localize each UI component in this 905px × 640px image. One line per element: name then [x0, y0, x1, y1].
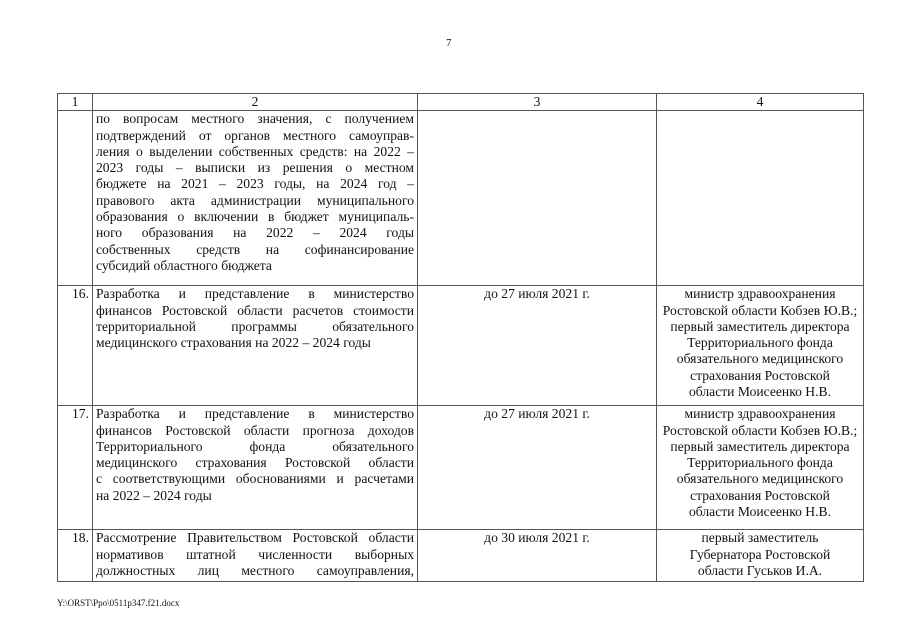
responsible-line: министр здравоохранения [684, 286, 836, 302]
schedule-table [57, 93, 864, 582]
responsible-line: страхования Ростовской [690, 487, 830, 503]
table-row [58, 111, 864, 286]
responsible-persons [657, 111, 864, 286]
row-number: 17. [58, 406, 93, 530]
row-number: 16. [58, 286, 93, 406]
responsible-persons [657, 530, 864, 582]
responsible-line: Ростовской области Кобзев Ю.В.; [662, 422, 858, 438]
table-row [58, 406, 864, 530]
header-col-4: 4 [657, 94, 864, 111]
responsible-line: Территориального фонда [687, 455, 833, 471]
responsible-line: Территориального фонда [687, 335, 833, 351]
text-line: Разработка и представление в министерство [96, 286, 414, 302]
text-line: субсидий областного бюджета [96, 257, 272, 273]
text-line: медицинского страхования на 2022 – 2024 годы [96, 335, 371, 351]
responsible-line: Ростовской области Кобзев Ю.В.; [662, 302, 858, 318]
text-line: должностных лиц местного самоуправления, [96, 562, 414, 578]
deadline: до 27 июля 2021 г. [418, 406, 657, 530]
task-description [93, 530, 418, 582]
text-line: бюджете на 2021 – 2023 годы, на 2024 год – [96, 176, 414, 192]
text-line: 2023 годы – выписки из решения о местном [96, 160, 414, 176]
header-col-1: 1 [58, 94, 93, 111]
responsible-persons [657, 286, 864, 406]
text-line: медицинского страхования Ростовской области [96, 455, 414, 471]
deadline: до 30 июля 2021 г. [418, 530, 657, 582]
text-line: на 2022 – 2024 годы [96, 487, 212, 503]
text-line: финансов Ростовской области прогноза доходов [96, 422, 414, 438]
text-line: Рассмотрение Правительством Ростовской области [96, 530, 414, 546]
table-row [58, 286, 864, 406]
responsible-line: области Гуськов И.А. [697, 562, 823, 578]
responsible-line: обязательного медицинского [676, 351, 844, 367]
responsible-line: страхования Ростовской [690, 367, 830, 383]
responsible-line: обязательного медицинского [676, 471, 844, 487]
page-number: 7 [446, 37, 452, 49]
table-header-row [58, 94, 864, 111]
text-line: собственных средств на софинансирование [96, 241, 414, 257]
text-line: образования о включении в бюджет муниципаль- [96, 209, 414, 225]
task-description [93, 406, 418, 530]
text-line: финансов Ростовской области расчетов стоимости [96, 302, 414, 318]
text-line: подтверждений от органов местного самоуправ- [96, 127, 414, 143]
task-description [93, 286, 418, 406]
table-row [58, 530, 864, 582]
row-number [58, 111, 93, 286]
responsible-line: первый заместитель директора [670, 318, 850, 334]
responsible-persons [657, 406, 864, 530]
deadline [418, 111, 657, 286]
responsible-line: области Моисеенко Н.В. [689, 504, 831, 520]
footer-file-path: Y:\ORST\Ppo\0511p347.f21.docx [57, 598, 180, 608]
row-number: 18. [58, 530, 93, 582]
responsible-line: министр здравоохранения [684, 406, 836, 422]
text-line: Территориального фонда обязательного [96, 438, 414, 454]
header-col-2: 2 [93, 94, 418, 111]
text-line: ного образования на 2022 – 2024 годы [96, 225, 414, 241]
responsible-line: первый заместитель директора [670, 438, 850, 454]
text-line: по вопросам местного значения, с получением [96, 111, 414, 127]
text-line: Разработка и представление в министерство [96, 406, 414, 422]
responsible-line: Губернатора Ростовской [689, 546, 831, 562]
text-line: ления о выделении собственных средств: на 2022 – [96, 143, 414, 159]
text-line: территориальной программы обязательного [96, 318, 414, 334]
task-description [93, 111, 418, 286]
responsible-line: первый заместитель [701, 530, 819, 546]
header-col-3: 3 [418, 94, 657, 111]
responsible-line: области Моисеенко Н.В. [689, 384, 831, 400]
text-line: нормативов штатной численности выборных [96, 546, 414, 562]
text-line: правового акта администрации муниципального [96, 192, 414, 208]
text-line: с соответствующими обоснованиями и расчетами [96, 471, 414, 487]
deadline: до 27 июля 2021 г. [418, 286, 657, 406]
